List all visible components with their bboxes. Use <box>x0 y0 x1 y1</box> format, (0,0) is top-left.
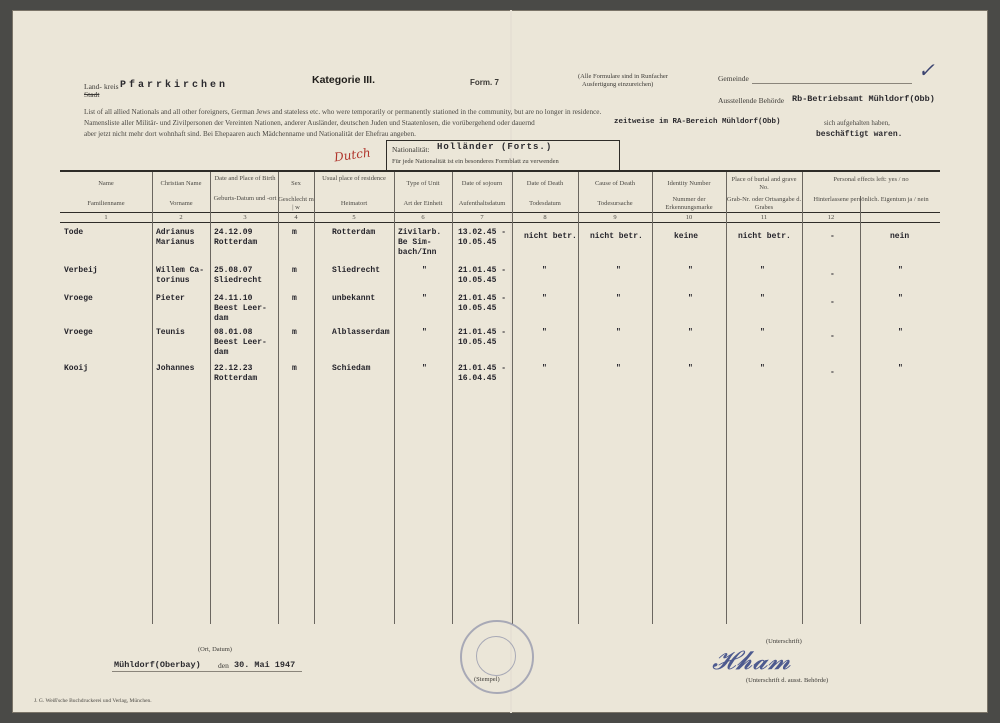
col-header-de-3: Geburts-Datum und -ort <box>213 195 277 202</box>
cell-death: " <box>542 364 547 373</box>
cell-unit: " <box>422 364 427 373</box>
col-number-1: 1 <box>104 214 108 221</box>
cell-sojourn: 21.01.45 - 10.05.45 <box>458 328 507 347</box>
formular-note-2: Ausfertigung einzureichen) <box>582 81 654 88</box>
col-divider-10 <box>726 172 727 624</box>
cell-sex: m <box>292 266 297 275</box>
col-number-5: 5 <box>352 214 356 221</box>
nationality-label: Nationalität: <box>392 145 430 154</box>
col-header-en-4: Sex <box>291 180 301 187</box>
cell-residence: Alblasserdam <box>332 328 390 337</box>
cell-first-name: Pieter <box>156 294 185 303</box>
form-number: Form. 7 <box>470 78 499 87</box>
kreis-label: kreis <box>104 82 119 91</box>
cell-effects-nein: nein <box>890 232 910 241</box>
stadt-label: Stadt <box>84 90 100 99</box>
table-header-rule <box>60 212 940 213</box>
cell-effects-ja: - <box>830 232 835 241</box>
cell-name: Verbeij <box>64 266 98 275</box>
intro-typed-tail: beschäftigt waren. <box>816 130 903 139</box>
cell-effects-ja: - <box>830 332 835 341</box>
footer-den: den <box>218 661 229 670</box>
cell-ident: keine <box>674 232 699 241</box>
col-divider-8 <box>578 172 579 624</box>
cell-death: " <box>542 294 547 303</box>
cell-first-name: Johannes <box>156 364 195 373</box>
col-divider-11 <box>802 172 803 624</box>
cell-name: Vroege <box>64 294 93 303</box>
col-header-en-8: Date of Death <box>526 180 564 187</box>
cell-death: nicht betr. <box>524 232 577 241</box>
cell-burial: " <box>760 294 765 303</box>
cell-first-name: Teunis <box>156 328 185 337</box>
cell-sex: m <box>292 364 297 373</box>
cell-burial: nicht betr. <box>738 232 791 241</box>
cell-ident: " <box>688 328 693 337</box>
cell-effects-nein: " <box>898 294 903 303</box>
col-header-de-7: Aufenthaltsdatum <box>458 200 506 207</box>
col-divider-5 <box>394 172 395 624</box>
intro-tail: sich aufgehalten haben, <box>824 119 890 127</box>
cell-birth: 24.12.09 Rotterdam <box>214 228 258 247</box>
cell-unit: " <box>422 266 427 275</box>
category-title: Kategorie III. <box>312 74 376 86</box>
kreis-value: Pfarrkirchen <box>120 80 229 91</box>
cell-effects-nein: " <box>898 328 903 337</box>
cell-cause: nicht betr. <box>590 232 643 241</box>
col-header-de-12: Hinterlassene persönlich. Eigentum ja / nein <box>813 196 929 203</box>
cell-cause: " <box>616 266 621 275</box>
cell-birth: 25.08.07 Sliedrecht <box>214 266 263 285</box>
col-divider-3 <box>278 172 279 624</box>
cell-sex: m <box>292 228 297 237</box>
nationality-note: Für jede Nationalität ist ein besonderes Formblatt zu verwenden <box>392 158 559 165</box>
cell-effects-nein: " <box>898 364 903 373</box>
intro-german: Namensliste aller Militär- und Zivilpersonen der Vereinten Nationen, anderer Ausländer, deutschen Juden und Staatenlosen, die vorübergehend oder dauernd <box>84 119 535 127</box>
footer-date: 30. Mai 1947 <box>234 660 296 670</box>
cell-sex: m <box>292 328 297 337</box>
cell-name: Vroege <box>64 328 93 337</box>
gemeinde-line <box>752 83 912 84</box>
col-number-7: 7 <box>480 214 484 221</box>
cell-cause: " <box>616 294 621 303</box>
cell-death: " <box>542 266 547 275</box>
col-header-en-2: Christian Name <box>160 180 202 187</box>
col-number-11: 11 <box>760 214 768 221</box>
gemeinde-label: Gemeinde <box>718 74 749 83</box>
cell-first-name: Adrianus Marianus <box>156 228 195 247</box>
col-number-8: 8 <box>543 214 547 221</box>
table-number-rule <box>60 222 940 223</box>
col-number-3: 3 <box>243 214 247 221</box>
cell-name: Kooij <box>64 364 89 373</box>
cell-birth: 24.11.10 Beest Leer- dam <box>214 294 267 323</box>
cell-first-name: Willem Ca- torinus <box>156 266 205 285</box>
cell-name: Tode <box>64 228 84 237</box>
nationality-value: Holländer (Forts.) <box>437 142 553 152</box>
col-header-de-11: Grab-Nr. oder Ortsangabe d. Grabes <box>726 196 802 211</box>
col-header-en-12: Personal effects left: yes / no <box>833 176 909 183</box>
ausstellende-label: Ausstellende Behörde <box>718 96 785 105</box>
cell-unit: " <box>422 328 427 337</box>
cell-effects-ja: - <box>830 368 835 377</box>
cell-residence: unbekannt <box>332 294 376 303</box>
cell-effects-nein: " <box>898 266 903 275</box>
cell-effects-ja: - <box>830 270 835 279</box>
formular-note-1: (Alle Formulare sind in Runfacher <box>578 73 668 80</box>
intro-english: List of all allied Nationals and all other foreigners, German Jews and stateless etc. who were temporarily or permanently stationed in the community, but are no longer in residence. <box>84 108 602 116</box>
col-number-9: 9 <box>613 214 617 221</box>
col-divider-4 <box>314 172 315 624</box>
col-header-de-5: Heimatort <box>340 200 368 207</box>
col-header-de-6: Art der Einheit <box>403 200 443 207</box>
table-top-rule <box>60 170 940 172</box>
ausstellende-value: Rb-Betriebsamt Mühldorf(Obb) <box>792 94 935 104</box>
col-header-en-10: Identity Number <box>667 180 711 187</box>
cell-ident: " <box>688 364 693 373</box>
signature-label-2: (Unterschrift d. ausst. Behörde) <box>746 677 829 684</box>
col-header-de-4: Geschlecht m | w <box>278 196 314 211</box>
col-divider-6 <box>452 172 453 624</box>
document-sheet <box>12 10 988 713</box>
col-header-de-8: Todesdatum <box>529 200 561 207</box>
col-header-en-11: Place of burial and grave No. <box>731 176 797 191</box>
cell-unit: " <box>422 294 427 303</box>
check-mark: ✓ <box>918 58 935 82</box>
col-header-de-10: Nummer der Erkennungsmarke <box>665 196 713 211</box>
cell-ident: " <box>688 266 693 275</box>
cell-cause: " <box>616 328 621 337</box>
col-divider-9 <box>652 172 653 624</box>
cell-sojourn: 13.02.45 - 10.05.45 <box>458 228 507 247</box>
cell-unit: Zivilarb. Be Sim- bach/Inn <box>398 228 442 257</box>
col-divider-2 <box>210 172 211 624</box>
col-number-4: 4 <box>294 214 298 221</box>
col-header-en-1: Name <box>98 180 114 187</box>
col-number-2: 2 <box>179 214 183 221</box>
col-header-en-9: Cause of Death <box>594 180 636 187</box>
cell-effects-ja: - <box>830 298 835 307</box>
cell-burial: " <box>760 328 765 337</box>
cell-burial: " <box>760 364 765 373</box>
col-divider-12-sub <box>860 196 861 624</box>
col-header-en-6: Type of Unit <box>406 180 440 187</box>
cell-sojourn: 21.01.45 - 10.05.45 <box>458 294 507 313</box>
footer-place: Mühldorf(Oberbay) <box>114 660 201 670</box>
date-label: (Ort, Datum) <box>198 646 232 653</box>
col-header-de-2: Vorname <box>169 200 193 207</box>
col-number-12: 12 <box>827 214 835 221</box>
cell-sojourn: 21.01.45 - 10.05.45 <box>458 266 507 285</box>
cell-birth: 08.01.08 Beest Leer- dam <box>214 328 267 357</box>
col-header-en-3: Date and Place of Birth <box>214 175 276 182</box>
cell-birth: 22.12.23 Rotterdam <box>214 364 258 383</box>
cell-residence: Sliedrecht <box>332 266 381 275</box>
signature-scribble: 𝓗𝓱𝓪𝓶 <box>712 646 791 676</box>
col-number-6: 6 <box>421 214 425 221</box>
stamp-label: (Stempel) <box>474 676 500 683</box>
col-divider-7 <box>512 172 513 624</box>
col-divider-1 <box>152 172 153 624</box>
col-header-de-1: Familienname <box>87 200 125 207</box>
cell-residence: Schiedam <box>332 364 371 373</box>
col-header-en-7: Date of sojourn <box>461 180 503 187</box>
col-header-en-5: Usual place of residence <box>322 175 386 182</box>
printer-imprint: J. G. Weiß'sche Buchdruckerei und Verlag, München. <box>34 698 152 704</box>
intro-typed: zeitweise im RA-Bereich Mühldorf(Obb) <box>614 118 781 126</box>
col-number-10: 10 <box>685 214 693 221</box>
signature-label: (Unterschrift) <box>766 638 802 645</box>
cell-burial: " <box>760 266 765 275</box>
cell-sex: m <box>292 294 297 303</box>
col-header-de-9: Todesursache <box>597 200 633 207</box>
date-line <box>112 671 302 672</box>
cell-death: " <box>542 328 547 337</box>
intro-german-2: aber jetzt nicht mehr dort wohnhaft sind. Bei Ehepaaren auch Mädchenname und Nationalität der Ehefrau angeben. <box>84 130 416 138</box>
land-label: Land- <box>84 82 102 91</box>
cell-residence: Rotterdam <box>332 228 376 237</box>
handwritten-dutch: Dutch <box>333 145 372 165</box>
cell-ident: " <box>688 294 693 303</box>
cell-cause: " <box>616 364 621 373</box>
cell-sojourn: 21.01.45 - 16.04.45 <box>458 364 507 383</box>
